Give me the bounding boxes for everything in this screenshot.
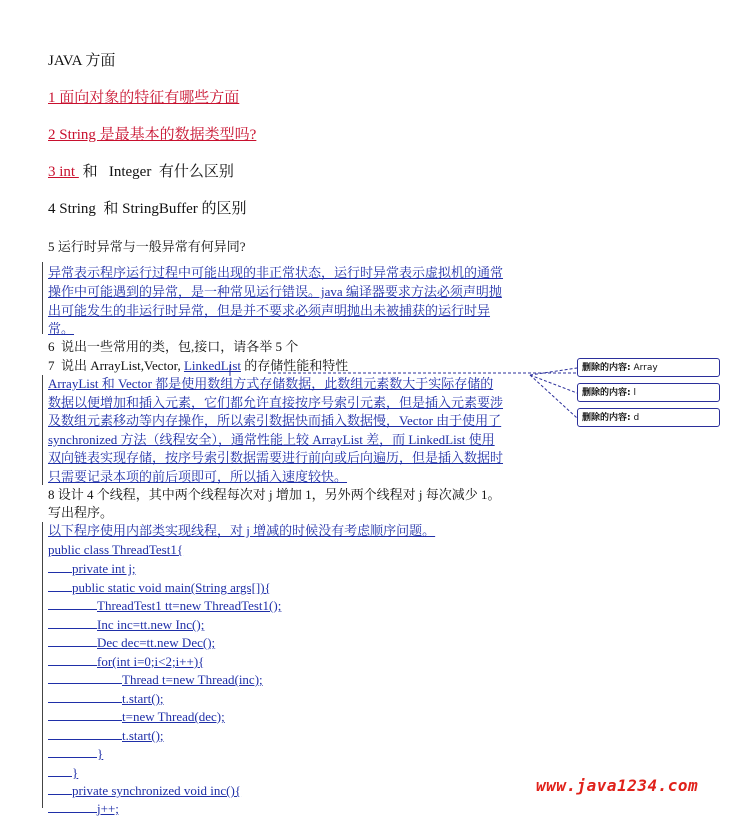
question-7-part-a: 7 说出 ArrayList,Vector, xyxy=(48,358,184,373)
question-7-linkedlist: LinkedList xyxy=(183,358,241,373)
code-line: public static void main(String args[]){ xyxy=(48,580,271,594)
comment-balloon[interactable]: 删除的内容: Array xyxy=(577,358,720,377)
question-3-part-a: 3 int xyxy=(48,164,79,180)
question-6: 6 说出一些常用的类，包,接口，请各举 5 个 xyxy=(48,339,299,354)
answer-5-line-1: 异常表示程序运行过程中可能出现的非正常状态，运行时异常表示虚拟机的通常 xyxy=(48,265,504,280)
code-line: ThreadTest1 tt=new ThreadTest1(); xyxy=(48,598,281,612)
code-line: Inc inc=tt.new Inc(); xyxy=(48,617,204,631)
code-line: private int j; xyxy=(48,561,136,575)
question-2: 2 String 是最基本的数据类型吗? xyxy=(48,127,257,143)
comment-balloon[interactable]: 删除的内容: l xyxy=(577,383,720,402)
answer-5-line-4: 常。 xyxy=(48,321,75,336)
answer-5-line-2: 操作中可能遇到的异常，是一种常见运行错误。java 编译器要求方法必须声明抛 xyxy=(48,284,502,299)
code-line: private synchronized void inc(){ xyxy=(48,783,241,797)
section-heading: JAVA 方面 xyxy=(48,53,116,69)
question-3-part-b: 和 Integer 有什么区别 xyxy=(78,164,234,180)
code-line: j++; xyxy=(48,801,119,815)
answer-5-line-3: 出可能发生的非运行时异常，但是并不要求必须声明抛出未被捕获的运行时异 xyxy=(48,303,491,318)
code-line: for(int i=0;i<2;i++){ xyxy=(48,654,204,668)
code-line: t.start(); xyxy=(48,728,164,742)
code-line: t.start(); xyxy=(48,691,164,705)
watermark: www.java1234.com xyxy=(536,776,699,795)
answer-8-note: 以下程序使用内部类实现线程，对 j 增减的时候没有考虑顺序问题。 xyxy=(48,523,436,538)
question-5: 5 运行时异常与一般异常有何异同? xyxy=(48,239,246,254)
comment-balloon[interactable]: 删除的内容: d xyxy=(577,408,720,427)
code-line: Dec dec=tt.new Dec(); xyxy=(48,635,215,649)
answer-7-line-5: 双向链表实现存储，按序号索引数据需要进行前向或后向遍历，但是插入数据时 xyxy=(48,450,504,465)
question-7-part-c: 的存储性能和特性 xyxy=(241,358,349,373)
question-1: 1 面向对象的特征有哪些方面 xyxy=(48,90,240,106)
code-line: public class ThreadTest1{ xyxy=(48,542,184,557)
answer-7-line-1: ArrayList 和 Vector 都是使用数组方式存储数据，此数组元素数大于实际存储的 xyxy=(48,376,494,391)
question-8: 8 设计 4 个线程，其中两个线程每次对 j 增加 1，另外两个线程对 j 每次减少 1。 xyxy=(48,487,501,502)
code-line: t=new Thread(dec); xyxy=(48,709,225,723)
answer-7-line-4: synchronized 方法（线程安全），通常性能上较 ArrayList 差，而 LinkedList 使用 xyxy=(48,432,495,447)
question-4: 4 String 和 StringBuffer 的区别 xyxy=(48,201,247,217)
code-line: } xyxy=(48,765,78,779)
answer-7-line-3: 及数组元素移动等内存操作，所以索引数据快而插入数据慢，Vector 由于使用了 xyxy=(48,413,502,428)
answer-7-line-6: 只需要记录本项的前后项即可，所以插入速度较快。 xyxy=(48,469,348,484)
answer-7-line-2: 数据以便增加和插入元素，它们都允许直接按序号索引元素，但是插入元素要涉 xyxy=(48,395,504,410)
code-line: } xyxy=(48,746,103,760)
code-line: Thread t=new Thread(inc); xyxy=(48,672,263,686)
question-8-line-2: 写出程序。 xyxy=(48,505,114,520)
